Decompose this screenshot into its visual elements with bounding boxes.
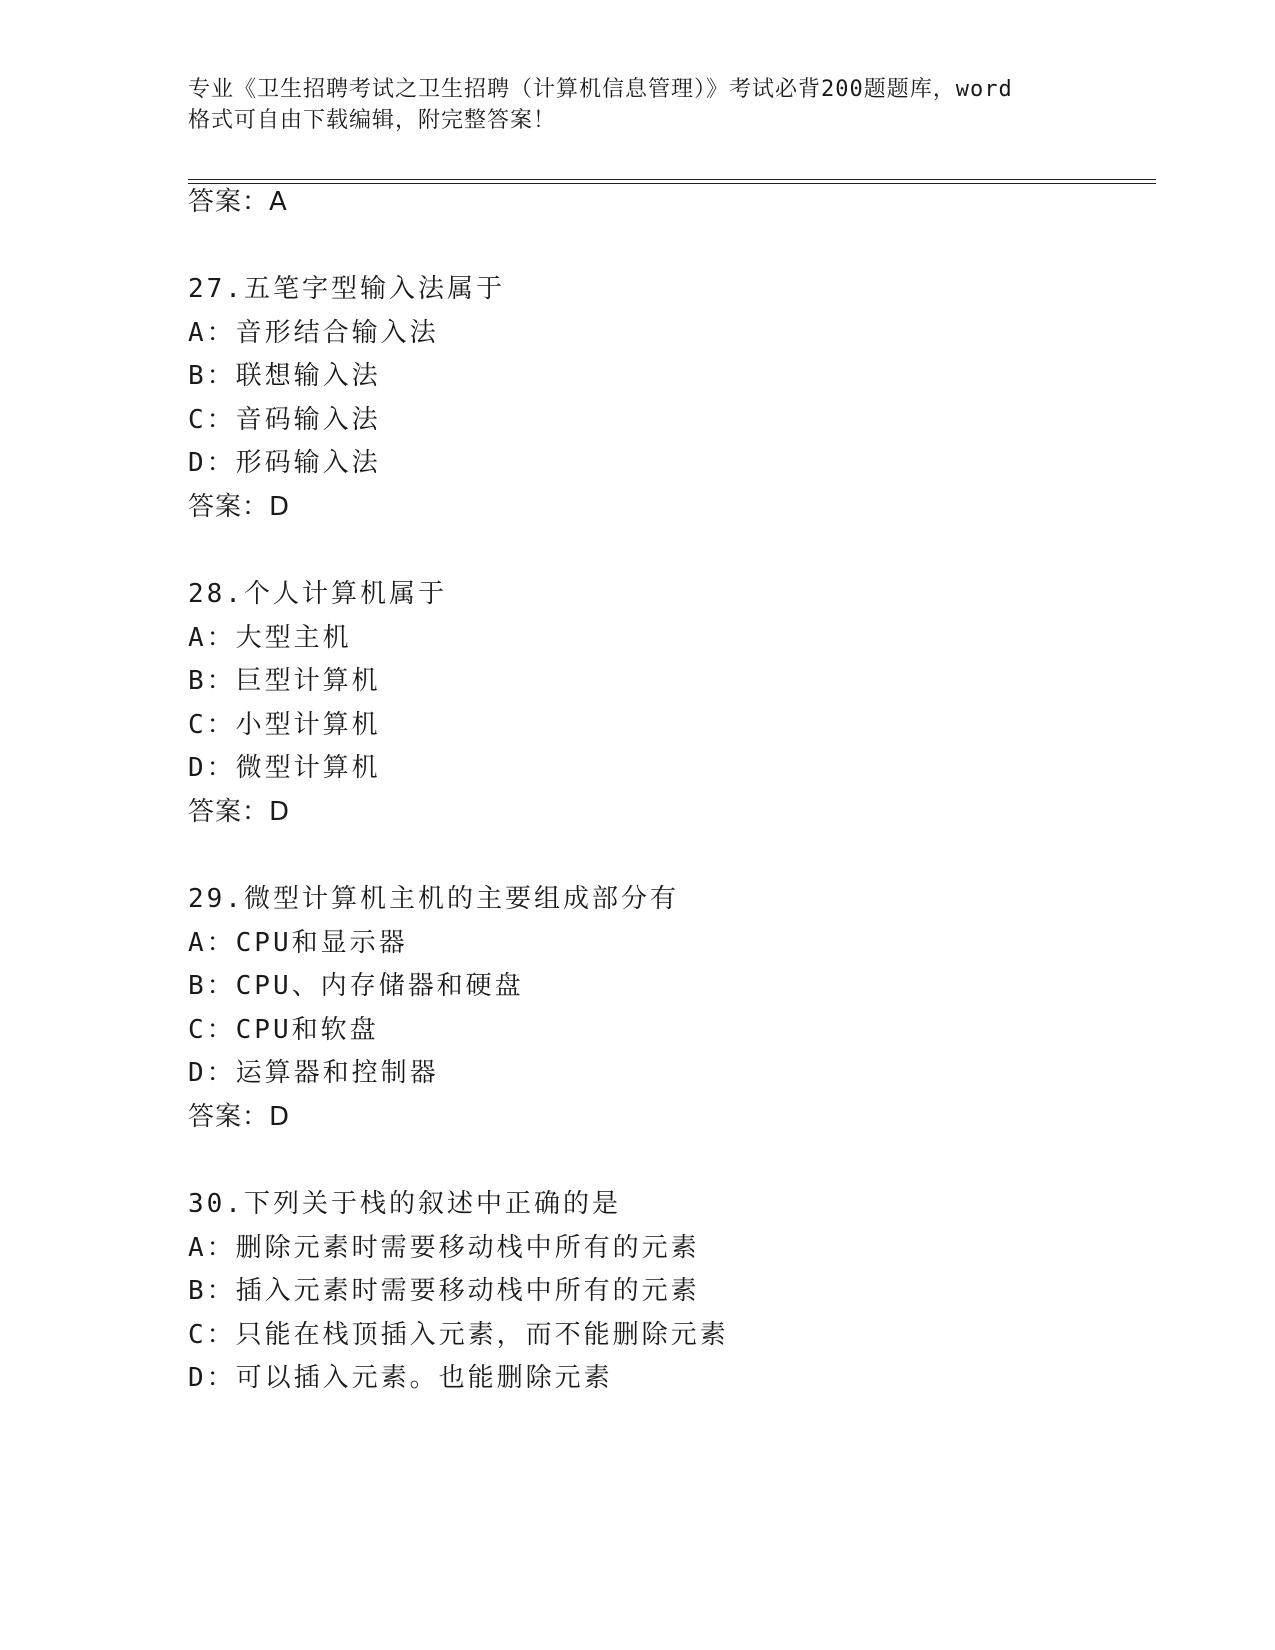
- question-option: D：形码输入法: [188, 448, 381, 478]
- question-option: D：微型计算机: [188, 753, 381, 783]
- question-stem: 30.下列关于栈的叙述中正确的是: [188, 1189, 621, 1219]
- question-stem: 28.个人计算机属于: [188, 579, 447, 609]
- previous-answer: 答案：A: [188, 187, 288, 217]
- question-option: A：音形结合输入法: [188, 318, 439, 348]
- question-option: B：联想输入法: [188, 361, 381, 391]
- question-answer: 答案：D: [188, 797, 291, 827]
- question-stem: 27.五笔字型输入法属于: [188, 274, 505, 304]
- question-option: D：运算器和控制器: [188, 1058, 439, 1088]
- question-option: C：小型计算机: [188, 710, 381, 740]
- question-option: C：CPU和软盘: [188, 1015, 379, 1045]
- question-option: B：CPU、内存储器和硬盘: [188, 971, 524, 1001]
- question-option: C：只能在栈顶插入元素，而不能删除元素: [188, 1320, 729, 1350]
- header-divider-top: [188, 179, 1156, 180]
- question-option: A：大型主机: [188, 623, 352, 653]
- question-answer: 答案：D: [188, 1102, 291, 1132]
- header-title-line-1: 专业《卫生招聘考试之卫生招聘（计算机信息管理）》考试必背200题题库，word: [188, 77, 1013, 102]
- question-option: A：删除元素时需要移动栈中所有的元素: [188, 1233, 700, 1263]
- question-option: A：CPU和显示器: [188, 928, 408, 958]
- document-header: [188, 74, 1088, 136]
- question-option: D：可以插入元素。也能删除元素: [188, 1363, 613, 1393]
- question-option: C：音码输入法: [188, 405, 381, 435]
- question-answer: 答案：D: [188, 492, 291, 522]
- header-title-line-2: 格式可自由下载编辑，附完整答案！: [188, 108, 557, 133]
- header-divider-bottom: [188, 183, 1156, 184]
- question-option: B：插入元素时需要移动栈中所有的元素: [188, 1276, 700, 1306]
- question-stem: 29.微型计算机主机的主要组成部分有: [188, 884, 679, 914]
- question-option: B：巨型计算机: [188, 666, 381, 696]
